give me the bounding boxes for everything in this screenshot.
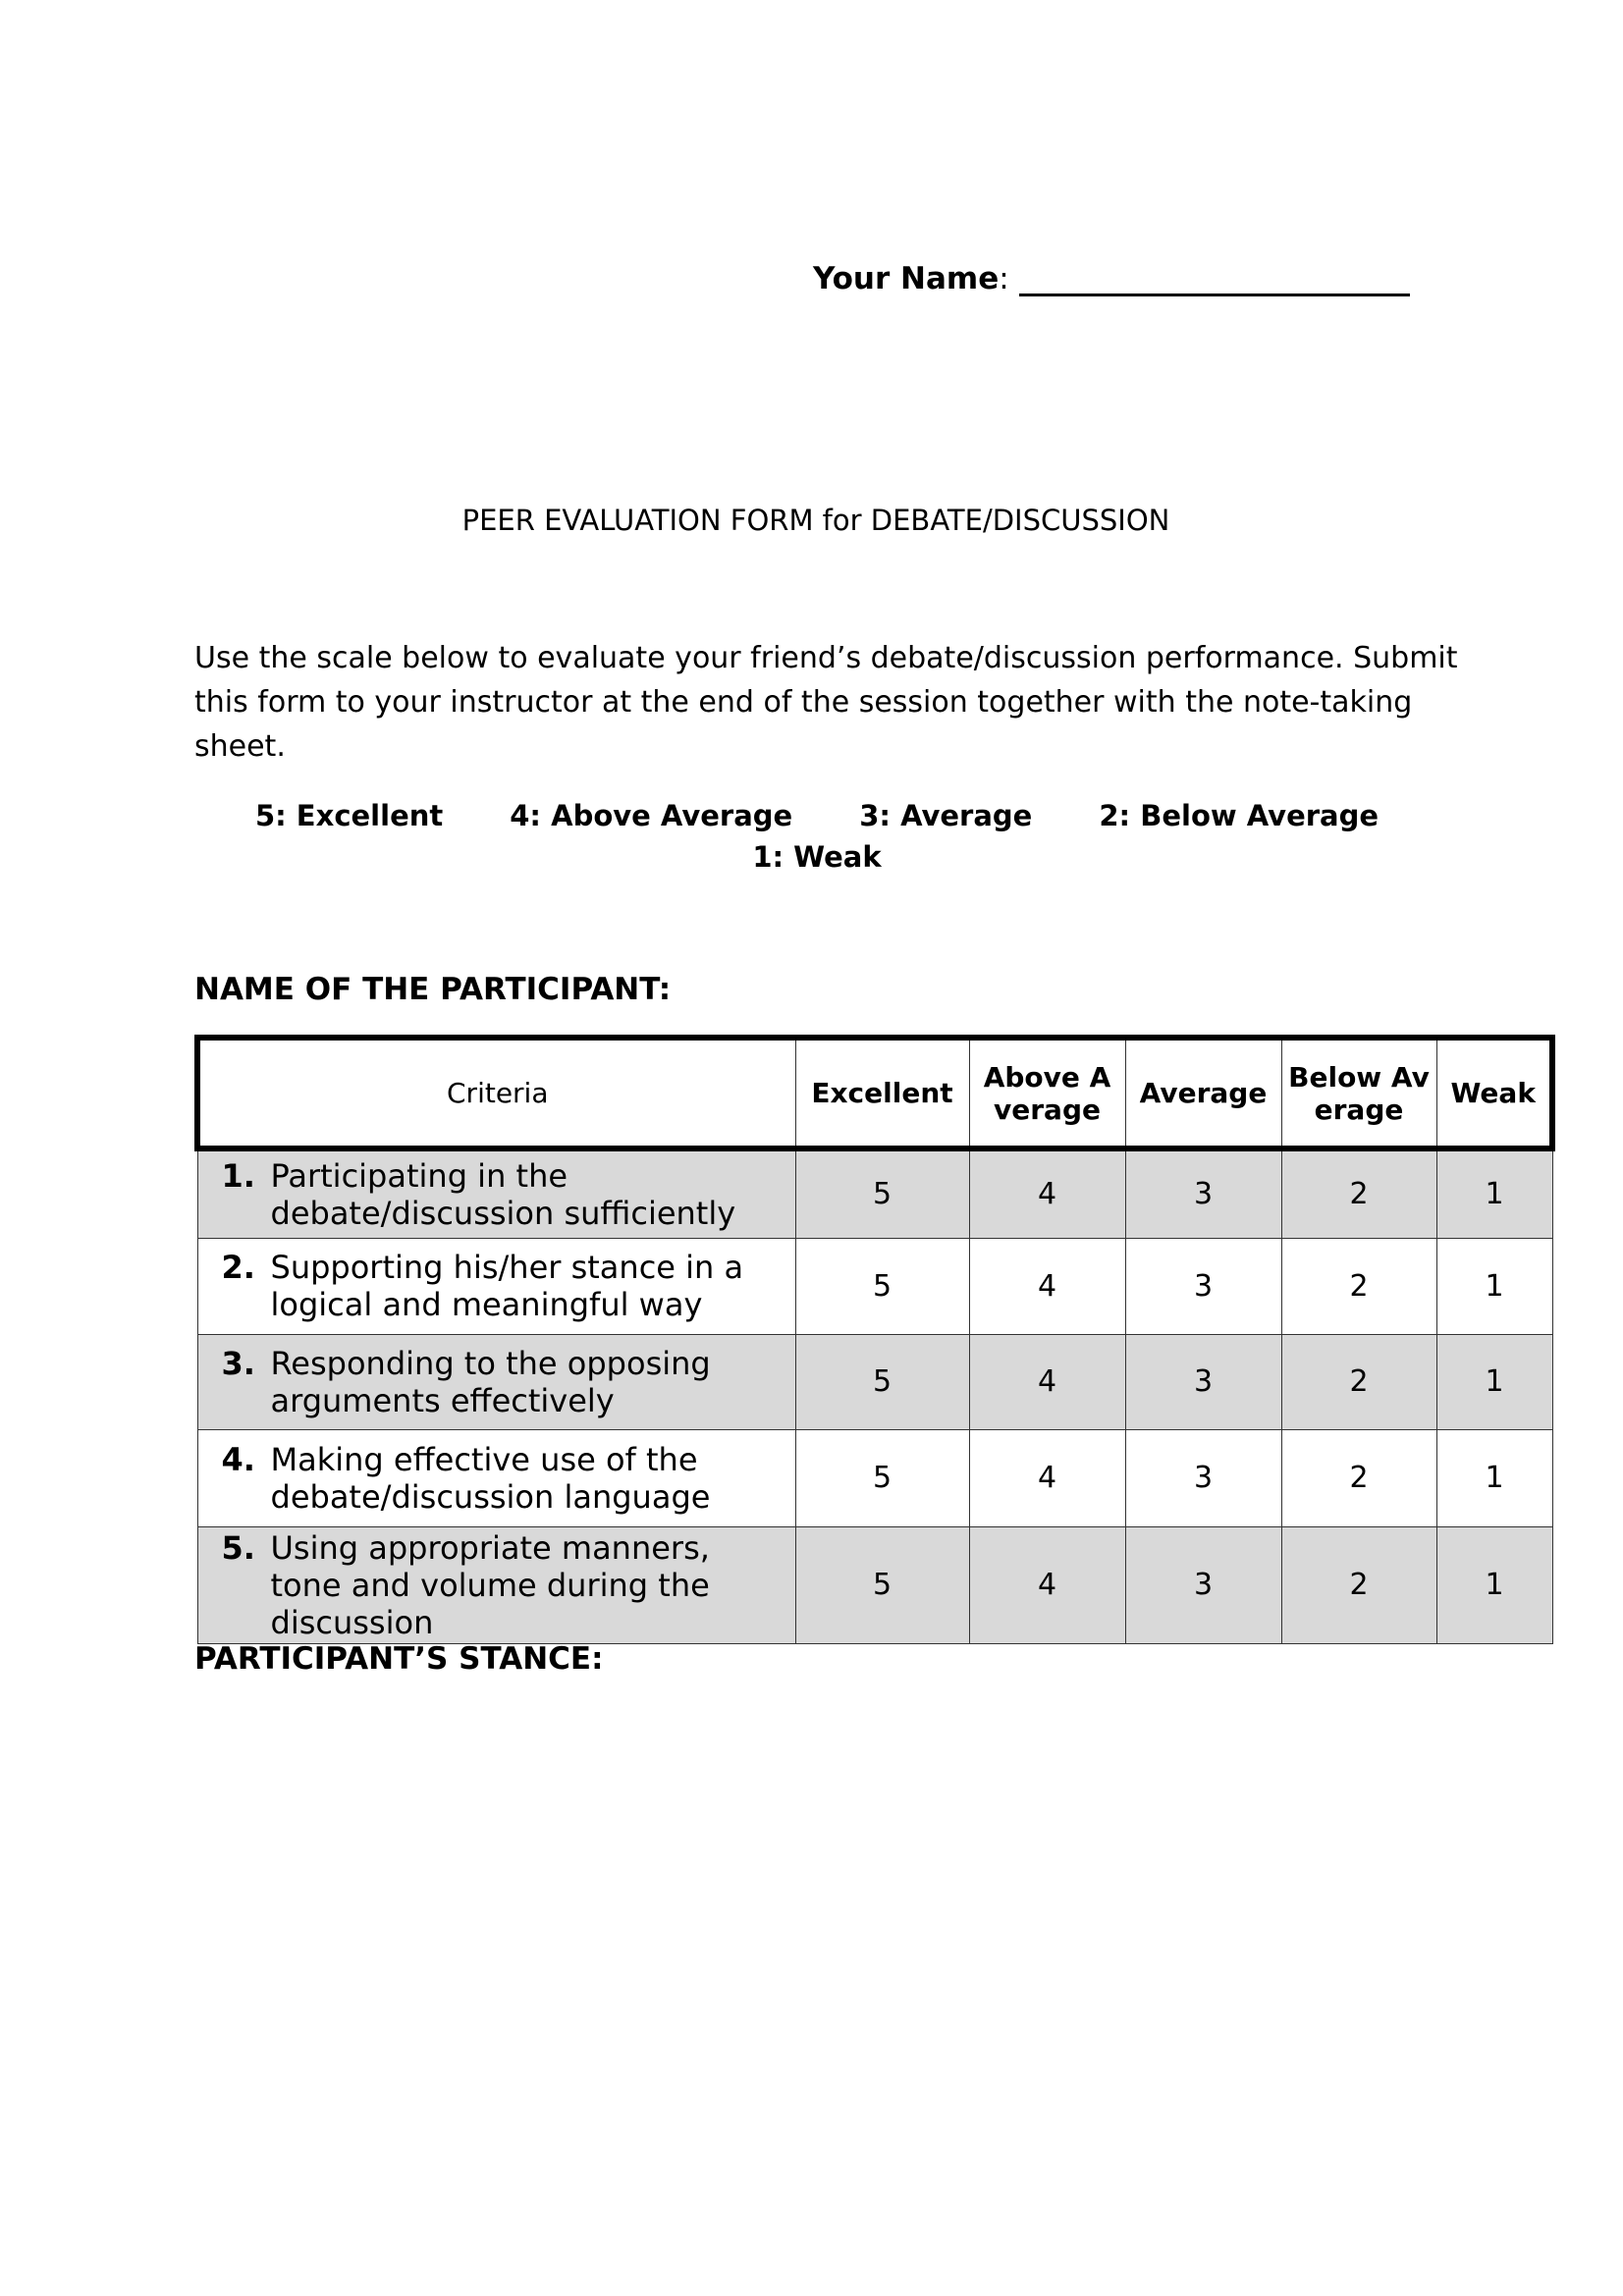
score-cell[interactable]: 1 — [1436, 1526, 1552, 1643]
criterion-text: Participating in the debate/discussion sufficiently — [270, 1156, 736, 1232]
score-cell[interactable]: 1 — [1436, 1238, 1552, 1334]
header-criteria: Criteria — [197, 1038, 795, 1148]
criterion-number: 3. — [221, 1344, 255, 1382]
header-weak: Weak — [1436, 1038, 1552, 1148]
scale-5: 5: Excellent — [254, 799, 444, 832]
participant-name-label: NAME OF THE PARTICIPANT: — [194, 972, 672, 1007]
criterion-cell — [197, 1526, 795, 1643]
scale-1: 1: Weak — [752, 840, 882, 874]
table-row — [197, 1429, 1552, 1526]
scale-3: 3: Average — [859, 799, 1033, 832]
header-excellent: Excellent — [795, 1038, 969, 1148]
colon: : — [999, 261, 1009, 296]
score-cell[interactable]: 4 — [969, 1238, 1125, 1334]
score-cell[interactable]: 5 — [795, 1429, 969, 1526]
score-cell[interactable]: 3 — [1125, 1334, 1281, 1429]
scale-4: 4: Above Average — [510, 799, 793, 832]
criterion-number: 4. — [221, 1440, 255, 1478]
score-cell[interactable]: 3 — [1125, 1526, 1281, 1643]
header-average: Average — [1125, 1038, 1281, 1148]
criterion-text: Using appropriate manners, tone and volume during the discussion — [270, 1528, 710, 1641]
scale-2: 2: Below Average — [1099, 799, 1380, 832]
score-cell[interactable]: 1 — [1436, 1148, 1552, 1238]
participant-stance-label: PARTICIPANT’S STANCE: — [194, 1641, 604, 1677]
score-cell[interactable]: 5 — [795, 1238, 969, 1334]
criterion-cell — [197, 1238, 795, 1334]
criterion-cell — [197, 1429, 795, 1526]
score-cell[interactable]: 3 — [1125, 1148, 1281, 1238]
criterion-number: 1. — [221, 1156, 255, 1195]
criterion-cell — [197, 1334, 795, 1429]
table-row — [197, 1238, 1552, 1334]
score-cell[interactable]: 4 — [969, 1334, 1125, 1429]
score-cell[interactable]: 2 — [1281, 1238, 1436, 1334]
table-row — [197, 1334, 1552, 1429]
form-title: PEER EVALUATION FORM for DEBATE/DISCUSSION — [461, 504, 1170, 537]
score-cell[interactable]: 2 — [1281, 1429, 1436, 1526]
score-cell[interactable]: 5 — [795, 1148, 969, 1238]
criterion-text: Responding to the opposing arguments effectively — [270, 1344, 711, 1419]
rating-scale — [194, 795, 1439, 878]
criterion-text: Making effective use of the debate/discussion language — [270, 1440, 711, 1516]
your-name-label: Your Name — [813, 261, 1000, 296]
table-row — [197, 1526, 1552, 1643]
criterion-number: 5. — [221, 1528, 255, 1567]
score-cell[interactable]: 2 — [1281, 1334, 1436, 1429]
criterion-text: Supporting his/her stance in a logical and meaningful way — [270, 1249, 744, 1323]
score-cell[interactable]: 1 — [1436, 1334, 1552, 1429]
score-cell[interactable]: 3 — [1125, 1238, 1281, 1334]
criterion-cell — [197, 1148, 795, 1238]
score-cell[interactable]: 2 — [1281, 1148, 1436, 1238]
table-header-row — [197, 1038, 1552, 1148]
evaluation-table — [194, 1035, 1555, 1644]
score-cell[interactable]: 1 — [1436, 1429, 1552, 1526]
score-cell[interactable]: 4 — [969, 1148, 1125, 1238]
score-cell[interactable]: 2 — [1281, 1526, 1436, 1643]
instructions: Use the scale below to evaluate your friend’s debate/discussion performance. Submit this form to your instructor at the end of the session together with the note-taking sheet. — [194, 641, 1458, 764]
score-cell[interactable]: 3 — [1125, 1429, 1281, 1526]
score-cell[interactable]: 5 — [795, 1526, 969, 1643]
header-above-average: Above Average — [969, 1038, 1125, 1148]
criterion-number: 2. — [221, 1249, 255, 1286]
your-name-field — [813, 261, 1410, 296]
name-blank-line[interactable] — [1019, 262, 1410, 296]
header-below-average: Below Average — [1281, 1038, 1436, 1148]
score-cell[interactable]: 5 — [795, 1334, 969, 1429]
table-row — [197, 1148, 1552, 1238]
score-cell[interactable]: 4 — [969, 1526, 1125, 1643]
score-cell[interactable]: 4 — [969, 1429, 1125, 1526]
